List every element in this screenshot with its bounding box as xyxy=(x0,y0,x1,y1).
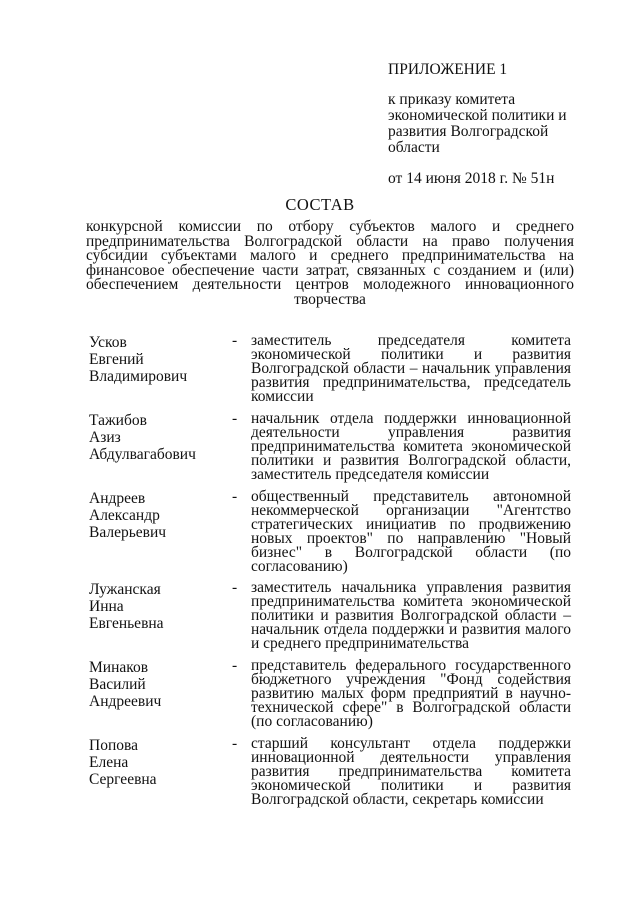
appendix-date: от 14 июня 2018 г. № 51н xyxy=(388,170,555,187)
member-dash: - xyxy=(232,332,238,349)
appendix-heading: ПРИЛОЖЕНИЕ 1 xyxy=(388,61,508,78)
appendix-order-reference: к приказу комитета экономической политики и развития Волгоградской области xyxy=(388,91,567,156)
member-surname: Минаков xyxy=(89,659,149,676)
member-patronymic: Сергеевна xyxy=(89,771,157,788)
member-role: заместитель начальника управления развития предпринимательства комитета экономической политики и развития Волгоградской области – начальник отдела поддержки и развития малого и среднего предпринимательства xyxy=(251,579,571,652)
member-surname: Усков xyxy=(89,334,127,351)
commission-purpose: конкурсной комиссии по отбору субъектов малого и среднего предпринимательства Волгоградской области на право получения субсидии субъектами малого и среднего предпринимательства на финансовое обеспечение части затрат, связанных с созданием и (или) обеспечением деятельности центров молодежного инновационного творчества xyxy=(86,218,574,308)
member-patronymic: Евгеньевна xyxy=(89,615,164,632)
member-role: старший консультант отдела поддержки инновационной деятельности управления развития предпринимательства комитета экономической политики и развития Волгоградской области, секретарь комиссии xyxy=(251,735,571,808)
member-patronymic: Валерьевич xyxy=(89,524,167,541)
member-first-name: Евгений xyxy=(89,351,144,368)
member-first-name: Елена xyxy=(89,754,129,771)
member-role: начальник отдела поддержки инновационной деятельности управления развития предпринимательства комитета экономической политики и развития Волгоградской области, заместитель председателя комиссии xyxy=(251,410,571,483)
member-first-name: Инна xyxy=(89,598,124,615)
member-name xyxy=(89,581,219,632)
member-surname: Лужанская xyxy=(89,581,161,598)
member-surname: Андреев xyxy=(89,490,146,507)
member-role: представитель федерального государственного бюджетного учреждения "Фонд содействия развитию малых форм предприятий в научно-технической сфере" в Волгоградской области (по согласованию) xyxy=(251,657,571,730)
member-first-name: Василий xyxy=(89,676,146,693)
member-name xyxy=(89,412,219,463)
member-dash: - xyxy=(232,410,238,427)
member-dash: - xyxy=(232,735,238,752)
member-dash: - xyxy=(232,488,238,505)
appendix-block xyxy=(388,62,588,187)
member-role: заместитель председателя комитета экономической политики и развития Волгоградской области – начальник управления развития предпринимательства, председатель комиссии xyxy=(251,332,571,405)
member-patronymic: Абдулвагабович xyxy=(89,446,196,463)
member-dash: - xyxy=(232,657,238,674)
member-surname: Попова xyxy=(89,737,138,754)
member-patronymic: Андреевич xyxy=(89,693,162,710)
member-name xyxy=(89,737,219,788)
member-role: общественный представитель автономной некоммерческой организации "Агентство стратегических инициатив по продвижению новых проектов" по направлению "Новый бизнес" в Волгоградской области (по согласованию) xyxy=(251,488,571,575)
member-name xyxy=(89,490,219,541)
member-first-name: Александр xyxy=(89,507,160,524)
member-name xyxy=(89,659,219,710)
member-name xyxy=(89,334,219,385)
document-title: СОСТАВ xyxy=(285,195,355,214)
member-surname: Тажибов xyxy=(89,412,147,429)
member-first-name: Азиз xyxy=(89,429,121,446)
member-patronymic: Владимирович xyxy=(89,368,188,385)
member-dash: - xyxy=(232,579,238,596)
